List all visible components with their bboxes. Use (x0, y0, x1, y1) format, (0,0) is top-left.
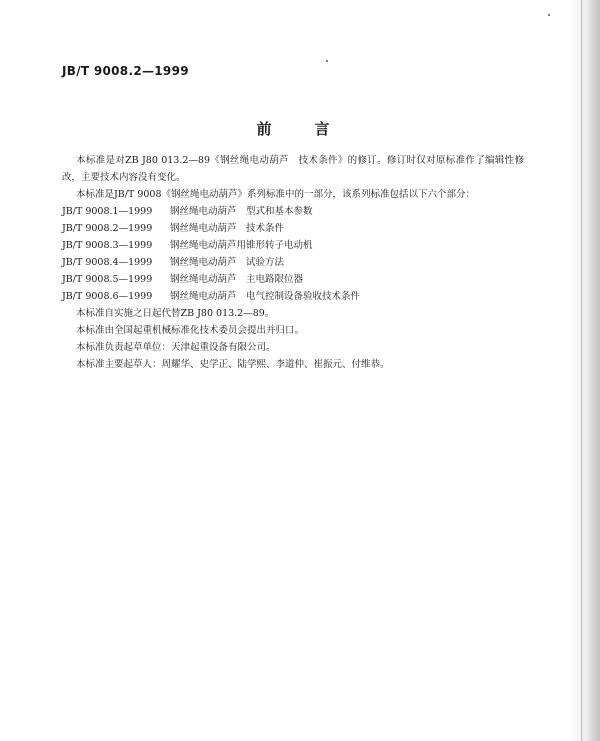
part-title: 钢丝绳电动葫芦 技术条件 (170, 223, 285, 234)
part-code: JB/T 9008.3—1999 (62, 240, 153, 251)
part-code: JB/T 9008.4—1999 (62, 257, 153, 268)
scan-speck (548, 14, 550, 16)
part-code: JB/T 9008.2—1999 (62, 223, 153, 234)
paragraph-drafting-unit: 本标准负责起草单位：天津起重设备有限公司。 (76, 342, 276, 353)
scan-edge-line (581, 0, 582, 741)
part-title: 钢丝绳电动葫芦 主电路限位器 (170, 274, 304, 285)
paragraph-proposed-by: 本标准由全国起重机械标准化技术委员会提出并归口。 (76, 325, 305, 336)
list-item (62, 220, 524, 237)
paragraph-replaces: 本标准自实施之日起代替ZB J80 013.2—89。 (76, 308, 275, 319)
part-title: 钢丝绳电动葫芦用锥形转子电动机 (170, 240, 313, 251)
list-item (62, 288, 524, 305)
list-item (62, 237, 524, 254)
part-title: 钢丝绳电动葫芦 型式和基本参数 (170, 206, 313, 217)
list-item (62, 203, 524, 220)
standard-code: JB/T 9008.2—1999 (62, 64, 189, 78)
scan-edge-shadow (570, 0, 600, 741)
part-title: 钢丝绳电动葫芦 电气控制设备验收技术条件 (170, 291, 361, 302)
parts-list (62, 203, 524, 305)
paragraph-revision: 本标准是对ZB J80 013.2—89《钢丝绳电动葫芦 技术条件》的修订。修订时仅对原标准作了编辑性修改，主要技术内容没有变化。 (62, 155, 524, 183)
paragraph-drafters: 本标准主要起草人：周耀华、史学正、陆学熙、李道仲、崔振元、付维恭。 (76, 359, 390, 370)
list-item (62, 254, 524, 271)
part-title: 钢丝绳电动葫芦 试验方法 (170, 257, 285, 268)
foreword-body (62, 152, 524, 373)
part-code: JB/T 9008.6—1999 (62, 291, 153, 302)
part-code: JB/T 9008.1—1999 (62, 206, 153, 217)
paragraph-series: 本标准是JB/T 9008《钢丝绳电动葫芦》系列标准中的一部分，该系列标准包括以下六个部分： (76, 189, 476, 200)
list-item (62, 271, 524, 288)
page-title: 前 言 (256, 120, 344, 138)
part-code: JB/T 9008.5—1999 (62, 274, 153, 285)
scan-speck (326, 60, 328, 62)
